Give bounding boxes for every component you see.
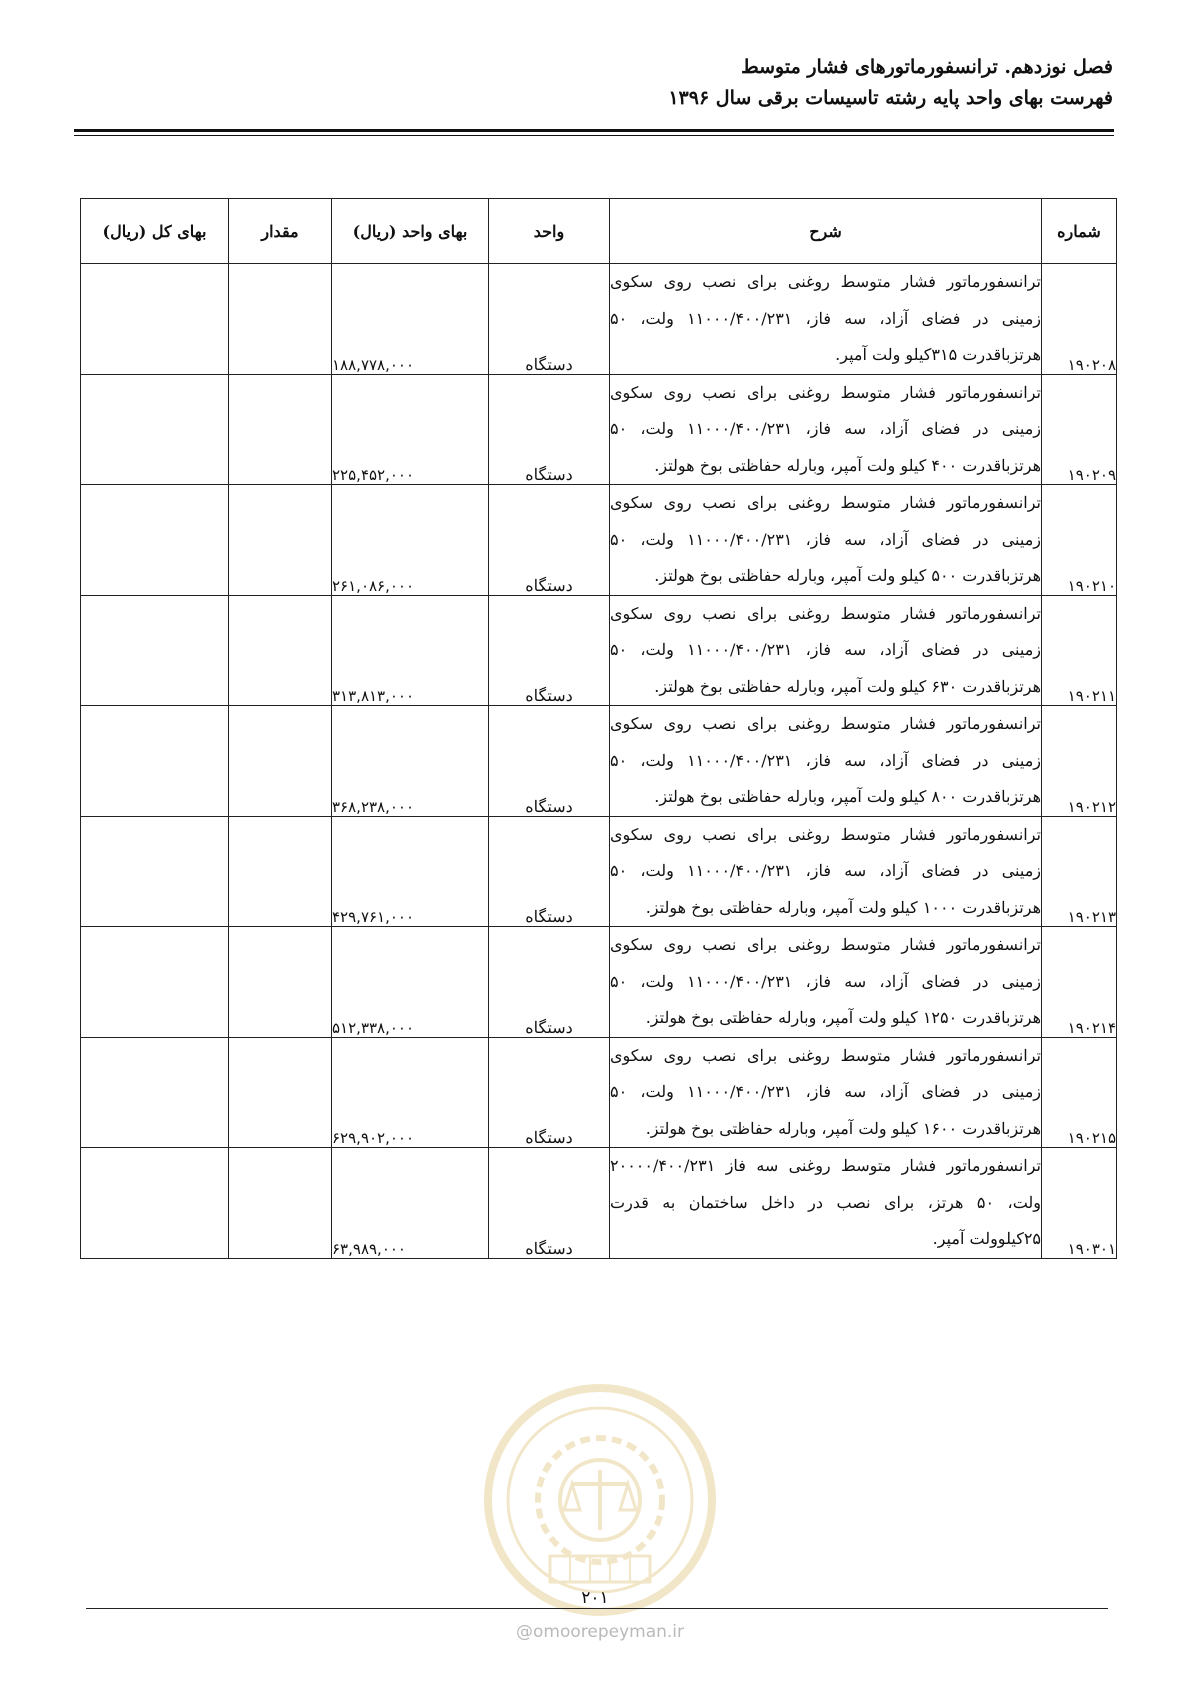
table-row (81, 485, 1117, 596)
row-number: ۱۹۰۲۱۰ (1042, 485, 1117, 596)
col-header-unit-price: بهای واحد (ریال) (332, 199, 489, 264)
row-unit-price: ۲۲۵,۴۵۲,۰۰۰ (332, 374, 489, 485)
page-header (73, 52, 1113, 114)
row-total-price (81, 927, 229, 1038)
row-description: ترانسفورماتور فشار متوسط روغنی برای نصب روی سکوی زمینی در فضای آزاد، سه فاز، ۱۱۰۰۰/۴۰۰/۲۳۱ ولت، ۵۰ هرتزباقدرت ۱۲۵۰ کیلو ولت آمپر، وبارله حفاظتی بوخ هولتز. (610, 927, 1042, 1038)
row-total-price (81, 374, 229, 485)
row-unit: دستگاه (489, 1037, 610, 1148)
row-description: ترانسفورماتور فشار متوسط روغنی برای نصب روی سکوی زمینی در فضای آزاد، سه فاز، ۱۱۰۰۰/۴۰۰/۲۳۱ ولت، ۵۰ هرتزباقدرت ۴۰۰ کیلو ولت آمپر، وبارله حفاظتی بوخ هولتز. (610, 374, 1042, 485)
row-unit-price: ۱۸۸,۷۷۸,۰۰۰ (332, 264, 489, 375)
row-quantity (229, 1148, 332, 1259)
row-description: ترانسفورماتور فشار متوسط روغنی سه فاز ۲۰۰۰۰/۴۰۰/۲۳۱ ولت، ۵۰ هرتز، برای نصب در داخل ساختمان به قدرت ۲۵کیلوولت آمپر. (610, 1148, 1042, 1259)
row-unit-price: ۴۲۹,۷۶۱,۰۰۰ (332, 816, 489, 927)
table-row (81, 264, 1117, 375)
stamp-seal-icon (480, 1380, 720, 1620)
row-unit: دستگاه (489, 706, 610, 817)
col-header-number: شماره (1042, 199, 1117, 264)
page-number: ۲۰۱ (581, 1588, 609, 1608)
row-unit: دستگاه (489, 927, 610, 1038)
row-unit-price: ۶۳,۹۸۹,۰۰۰ (332, 1148, 489, 1259)
row-total-price (81, 1037, 229, 1148)
row-quantity (229, 264, 332, 375)
row-quantity (229, 927, 332, 1038)
table-row (81, 595, 1117, 706)
row-unit: دستگاه (489, 374, 610, 485)
row-quantity (229, 595, 332, 706)
row-number: ۱۹۰۲۰۸ (1042, 264, 1117, 375)
row-quantity (229, 706, 332, 817)
header-rule-thin (74, 135, 1114, 136)
table-row (81, 1148, 1117, 1259)
watermark-text: @omoorepeyman.ir (515, 1622, 685, 1642)
row-quantity (229, 374, 332, 485)
row-unit: دستگاه (489, 595, 610, 706)
row-number: ۱۹۰۲۱۲ (1042, 706, 1117, 817)
row-unit-price: ۶۲۹,۹۰۲,۰۰۰ (332, 1037, 489, 1148)
row-total-price (81, 706, 229, 817)
price-table (80, 198, 1117, 1259)
row-total-price (81, 1148, 229, 1259)
row-description: ترانسفورماتور فشار متوسط روغنی برای نصب روی سکوی زمینی در فضای آزاد، سه فاز، ۱۱۰۰۰/۴۰۰/۲۳۱ ولت، ۵۰ هرتزباقدرت ۸۰۰ کیلو ولت آمپر، وبارله حفاظتی بوخ هولتز. (610, 706, 1042, 817)
row-description: ترانسفورماتور فشار متوسط روغنی برای نصب روی سکوی زمینی در فضای آزاد، سه فاز، ۱۱۰۰۰/۴۰۰/۲۳۱ ولت، ۵۰ هرتزباقدرت ۶۳۰ کیلو ولت آمپر، وبارله حفاظتی بوخ هولتز. (610, 595, 1042, 706)
row-unit: دستگاه (489, 1148, 610, 1259)
table-header-row (81, 199, 1117, 264)
row-unit: دستگاه (489, 264, 610, 375)
row-quantity (229, 485, 332, 596)
table-row (81, 927, 1117, 1038)
header-rule-thick (74, 129, 1114, 132)
row-number: ۱۹۰۲۱۴ (1042, 927, 1117, 1038)
table-row (81, 706, 1117, 817)
chapter-title: فصل نوزدهم. ترانسفورماتورهای فشار متوسط (741, 56, 1113, 78)
row-unit: دستگاه (489, 485, 610, 596)
row-number: ۱۹۰۲۰۹ (1042, 374, 1117, 485)
row-description: ترانسفورماتور فشار متوسط روغنی برای نصب روی سکوی زمینی در فضای آزاد، سه فاز، ۱۱۰۰۰/۴۰۰/۲۳۱ ولت، ۵۰ هرتزباقدرت ۱۰۰۰ کیلو ولت آمپر، وبارله حفاظتی بوخ هولتز. (610, 816, 1042, 927)
row-quantity (229, 1037, 332, 1148)
row-total-price (81, 816, 229, 927)
col-header-quantity: مقدار (229, 199, 332, 264)
row-number: ۱۹۰۲۱۳ (1042, 816, 1117, 927)
table-row (81, 374, 1117, 485)
row-unit-price: ۵۱۲,۳۳۸,۰۰۰ (332, 927, 489, 1038)
document-title: فهرست بهای واحد پایه رشته تاسیسات برقی سال ۱۳۹۶ (668, 87, 1113, 109)
row-number: ۱۹۰۲۱۵ (1042, 1037, 1117, 1148)
row-number: ۱۹۰۲۱۱ (1042, 595, 1117, 706)
table-row (81, 1037, 1117, 1148)
row-total-price (81, 264, 229, 375)
row-total-price (81, 485, 229, 596)
table-row (81, 816, 1117, 927)
row-unit-price: ۳۱۳,۸۱۳,۰۰۰ (332, 595, 489, 706)
col-header-total-price: بهای کل (ریال) (81, 199, 229, 264)
col-header-description: شرح (610, 199, 1042, 264)
row-description: ترانسفورماتور فشار متوسط روغنی برای نصب روی سکوی زمینی در فضای آزاد، سه فاز، ۱۱۰۰۰/۴۰۰/۲۳۱ ولت، ۵۰ هرتزباقدرت ۵۰۰ کیلو ولت آمپر، وبارله حفاظتی بوخ هولتز. (610, 485, 1042, 596)
row-total-price (81, 595, 229, 706)
row-unit-price: ۳۶۸,۲۳۸,۰۰۰ (332, 706, 489, 817)
row-quantity (229, 816, 332, 927)
row-unit-price: ۲۶۱,۰۸۶,۰۰۰ (332, 485, 489, 596)
footer-rule (86, 1608, 1108, 1609)
row-number: ۱۹۰۳۰۱ (1042, 1148, 1117, 1259)
col-header-unit: واحد (489, 199, 610, 264)
row-unit: دستگاه (489, 816, 610, 927)
row-description: ترانسفورماتور فشار متوسط روغنی برای نصب روی سکوی زمینی در فضای آزاد، سه فاز، ۱۱۰۰۰/۴۰۰/۲۳۱ ولت، ۵۰ هرتزباقدرت ۳۱۵کیلو ولت آمپر. (610, 264, 1042, 375)
row-description: ترانسفورماتور فشار متوسط روغنی برای نصب روی سکوی زمینی در فضای آزاد، سه فاز، ۱۱۰۰۰/۴۰۰/۲۳۱ ولت، ۵۰ هرتزباقدرت ۱۶۰۰ کیلو ولت آمپر، وبارله حفاظتی بوخ هولتز. (610, 1037, 1042, 1148)
